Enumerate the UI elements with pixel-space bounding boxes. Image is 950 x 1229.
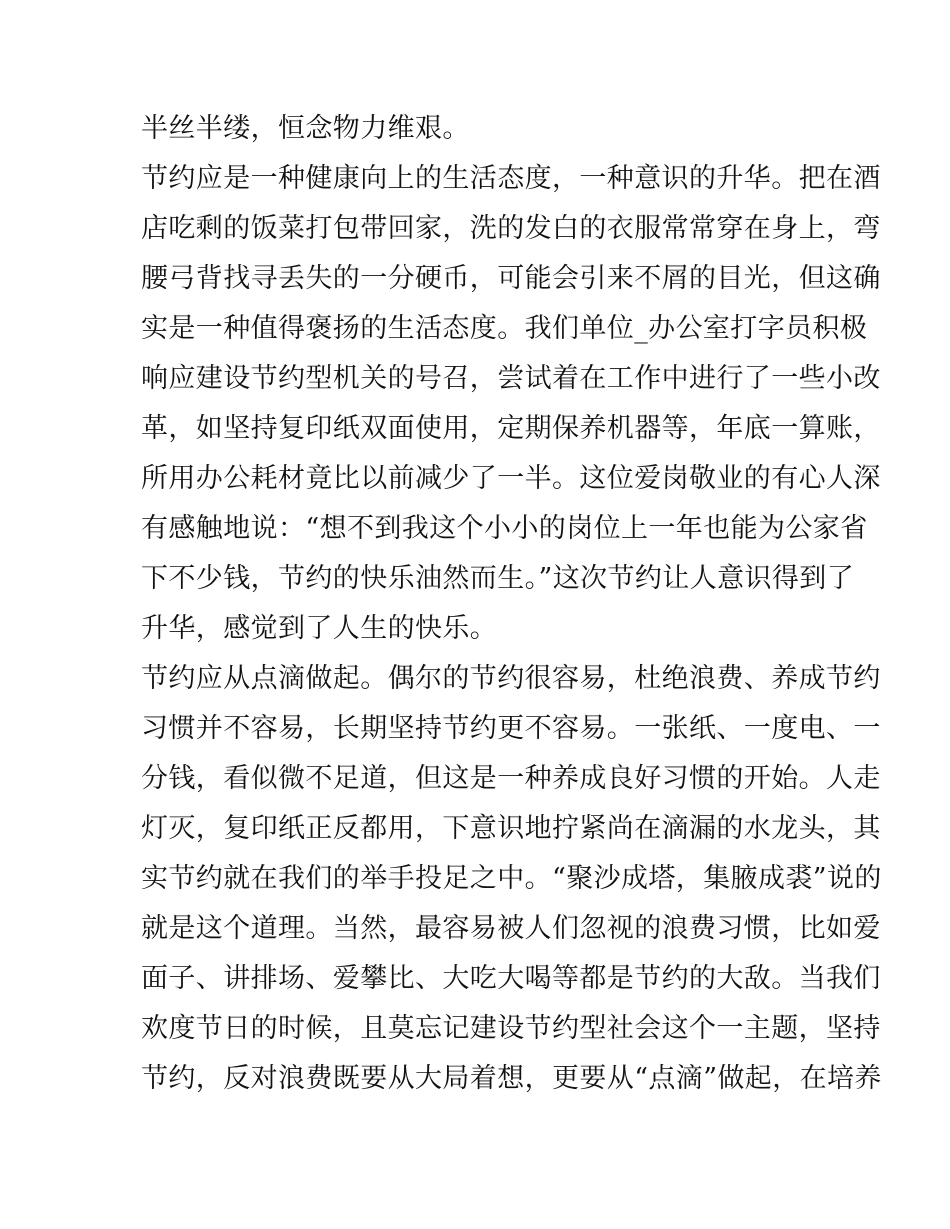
text-line: 节约应是一种健康向上的生活态度，一种意识的升华。把在酒 (141, 163, 881, 194)
text-line: 响应建设节约型机关的号召，尝试着在工作中进行了一些小改 (141, 363, 881, 394)
text-line: 就是这个道理。当然，最容易被人们忽视的浪费习惯，比如爱 (141, 913, 881, 944)
text-line: 实是一种值得褒扬的生活态度。我们单位_办公室打字员积极 (141, 313, 868, 344)
text-line: 店吃剩的饭菜打包带回家，洗的发白的衣服常常穿在身上，弯 (141, 213, 881, 244)
text-line: 有感触地说：“想不到我这个小小的岗位上一年也能为公家省 (141, 513, 868, 544)
text-line: 节约应从点滴做起。偶尔的节约很容易，杜绝浪费、养成节约 (141, 663, 881, 694)
text-line: 分钱，看似微不足道，但这是一种养成良好习惯的开始。人走 (141, 763, 881, 794)
text-line: 节约，反对浪费既要从大局着想，更要从“点滴”做起，在培养 (141, 1063, 882, 1094)
text-line: 灯灭，复印纸正反都用，下意识地拧紧尚在滴漏的水龙头，其 (141, 813, 881, 844)
text-line: 半丝半缕，恒念物力维艰。 (141, 113, 470, 144)
text-line: 腰弓背找寻丢失的一分硬币，可能会引来不屑的目光，但这确 (141, 263, 881, 294)
text-line: 习惯并不容易，长期坚持节约更不容易。一张纸、一度电、一 (141, 713, 881, 744)
text-line: 革，如坚持复印纸双面使用，定期保养机器等，年底一算账， (141, 413, 881, 444)
text-line: 升华，感觉到了人生的快乐。 (141, 613, 498, 644)
text-line: 面子、讲排场、爱攀比、大吃大喝等都是节约的大敌。当我们 (141, 963, 881, 994)
text-line: 欢度节日的时候，且莫忘记建设节约型社会这个一主题，坚持 (141, 1013, 881, 1044)
text-line: 实节约就在我们的举手投足之中。“聚沙成塔，集腋成裘”说的 (141, 863, 882, 894)
text-line: 下不少钱，节约的快乐油然而生。”这次节约让人意识得到了 (141, 563, 855, 594)
text-line: 所用办公耗材竟比以前减少了一半。这位爱岗敬业的有心人深 (141, 463, 881, 494)
